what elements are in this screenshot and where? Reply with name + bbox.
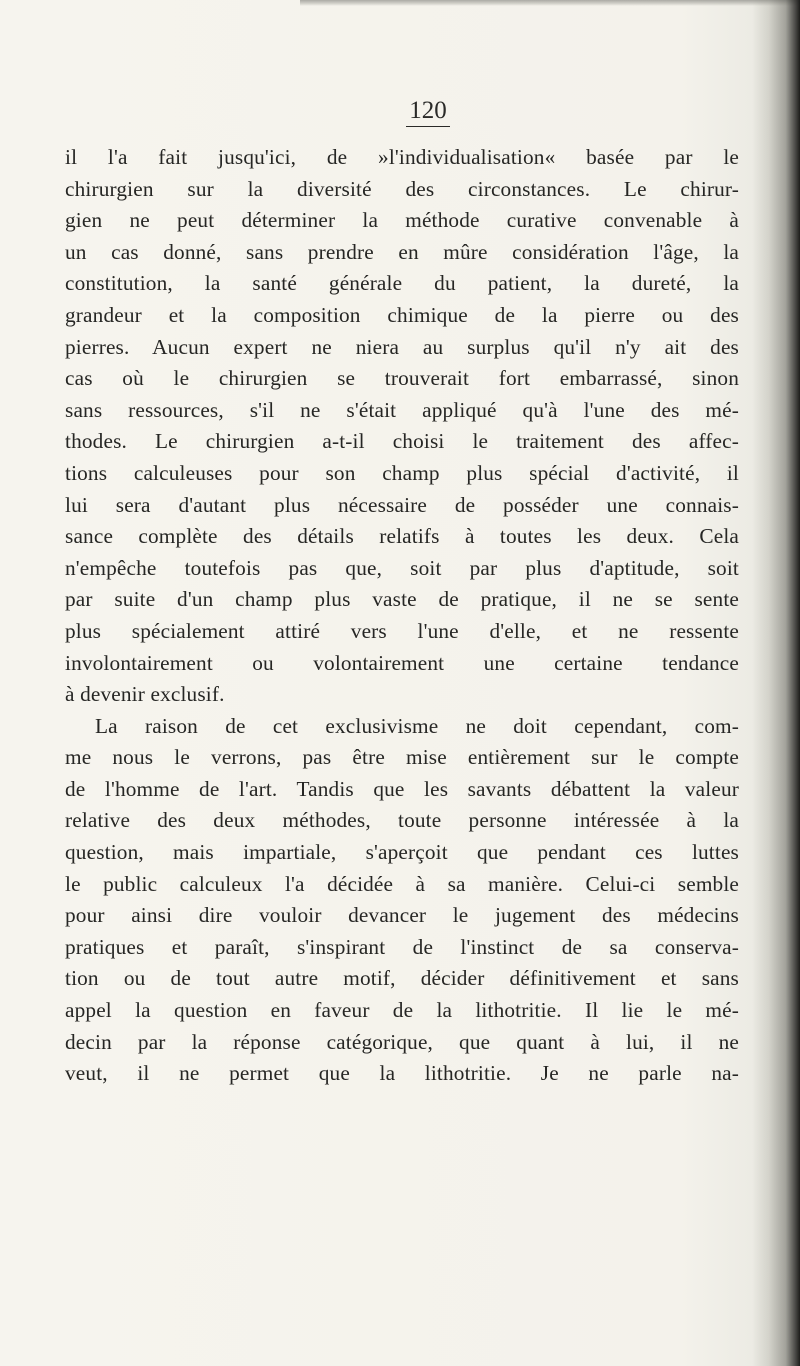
paragraph-1 (65, 142, 739, 711)
text-line: question, mais impartiale, s'aperçoit que pendant ces luttes (65, 840, 739, 865)
text-line: le public calculeux l'a décidée à sa manière. Celui-ci semble (65, 871, 739, 896)
page-top-edge (300, 0, 800, 6)
text-line: grandeur et la composition chimique de la pierre ou des (65, 302, 739, 327)
text-line: appel la question en faveur de la lithotritie. Il lie le mé- (65, 998, 739, 1023)
text-line: chirurgien sur la diversité des circonstances. Le chirur- (65, 176, 739, 201)
text-line: à devenir exclusif. (65, 682, 225, 707)
text-line: pierres. Aucun expert ne niera au surplus qu'il n'y ait des (65, 334, 739, 359)
text-line: un cas donné, sans prendre en mûre considération l'âge, la (65, 239, 739, 264)
text-line: decin par la réponse catégorique, que quant à lui, il ne (65, 1029, 739, 1054)
text-line: sans ressources, s'il ne s'était appliqué qu'à l'une des mé- (65, 397, 739, 422)
paragraph-2 (65, 711, 739, 1090)
text-line: sance complète des détails relatifs à toutes les deux. Cela (65, 524, 739, 549)
text-line: gien ne peut déterminer la méthode curative convenable à (65, 208, 739, 233)
text-line: veut, il ne permet que la lithotritie. Je ne parle na- (65, 1061, 739, 1086)
text-line: par suite d'un champ plus vaste de pratique, il ne se sente (65, 587, 739, 612)
text-line: il l'a fait jusqu'ici, de »l'individualisation« basée par le (65, 145, 739, 169)
text-line: pratiques et paraît, s'inspirant de l'instinct de sa conserva- (65, 934, 739, 959)
body-text (65, 142, 739, 1090)
text-line: cas où le chirurgien se trouverait fort embarrassé, sinon (65, 366, 739, 391)
text-line: lui sera d'autant plus nécessaire de posséder une connais- (65, 492, 739, 517)
page-number (0, 96, 800, 127)
binding-shadow (752, 0, 800, 1366)
text-line: pour ainsi dire vouloir devancer le jugement des médecins (65, 903, 739, 928)
text-line: plus spécialement attiré vers l'une d'elle, et ne ressente (65, 618, 739, 643)
text-line: me nous le verrons, pas être mise entièrement sur le compte (65, 745, 739, 770)
text-line: tions calculeuses pour son champ plus spécial d'activité, il (65, 460, 739, 485)
page-number-text: 120 (406, 96, 450, 127)
text-line: thodes. Le chirurgien a-t-il choisi le traitement des affec- (65, 429, 739, 454)
text-line: tion ou de tout autre motif, décider définitivement et sans (65, 966, 739, 991)
text-line: n'empêche toutefois pas que, soit par plus d'aptitude, soit (65, 555, 739, 580)
text-line: de l'homme de l'art. Tandis que les savants débattent la valeur (65, 776, 739, 801)
text-line: constitution, la santé générale du patient, la dureté, la (65, 271, 739, 296)
text-line: La raison de cet exclusivisme ne doit cependant, com- (95, 713, 739, 738)
text-line: relative des deux méthodes, toute personne intéressée à la (65, 808, 739, 833)
text-line: involontairement ou volontairement une certaine tendance (65, 650, 739, 675)
